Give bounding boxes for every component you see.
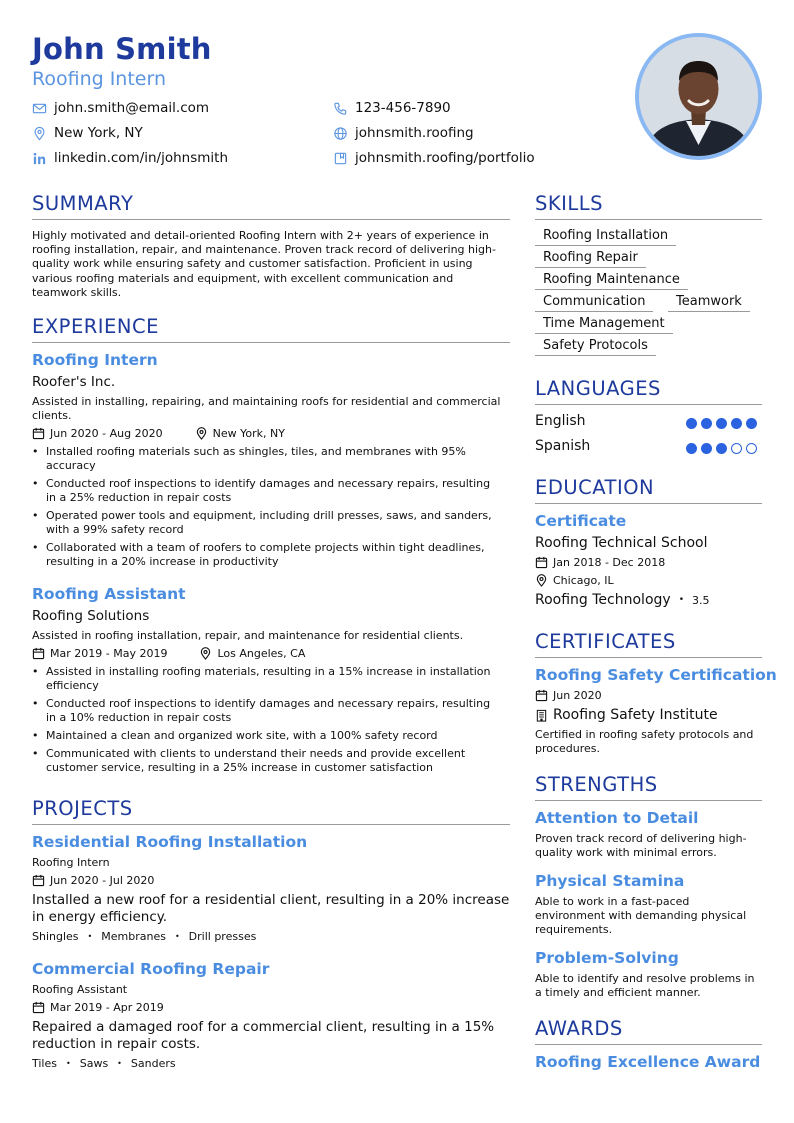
strength-text: Able to work in a fast-paced environment with demanding physical requirements.	[535, 895, 747, 936]
language-level-english	[686, 418, 757, 429]
languages-divider	[535, 404, 762, 405]
education-degree: Certificate	[535, 512, 627, 530]
summary-divider	[32, 219, 510, 220]
job-bullet: • Installed roofing materials such as shingles, tiles, and membranes with 95% accuracy	[32, 445, 502, 473]
job-bullet: • Conducted roof inspections to identify damages and necessary repairs, resulting in a 25% reduction in repair costs	[32, 477, 502, 505]
certificate-date-row	[535, 689, 602, 702]
job-description: Assisted in installing, repairing, and maintaining roofs for residential and commercial clients.	[32, 395, 501, 422]
education-divider	[535, 503, 762, 504]
project-meta	[32, 874, 154, 887]
language-name: Spanish	[535, 438, 591, 454]
email-icon	[32, 101, 47, 116]
job-bullet: • Conducted roof inspections to identify damages and necessary repairs, resulting in a 10% reduction in repair costs	[32, 697, 502, 725]
level-dot-filled	[701, 418, 712, 429]
level-dot-filled	[701, 443, 712, 454]
location-icon	[32, 126, 47, 141]
calendar-icon	[535, 689, 548, 702]
education-field: Roofing Technology	[535, 592, 671, 608]
job-meta	[32, 647, 305, 660]
candidate-role: Roofing Intern	[32, 68, 167, 90]
project-title: Commercial Roofing Repair	[32, 960, 270, 978]
awards-divider	[535, 1044, 762, 1045]
education-dates-row	[535, 556, 665, 569]
education-school: Roofing Technical School	[535, 535, 708, 551]
project-tag: Sanders	[130, 1057, 176, 1070]
project-dates: Jun 2020 - Jul 2020	[50, 874, 155, 887]
skill-tag: Communication	[535, 294, 653, 312]
certificate-issuer-row	[535, 707, 718, 723]
project-tags: Shingles • Membranes • Drill presses	[32, 930, 257, 943]
project-dates: Mar 2019 - Apr 2019	[50, 1001, 164, 1014]
skill-tag: Safety Protocols	[535, 338, 656, 356]
education-location-row	[535, 574, 614, 587]
level-dot-filled	[686, 418, 697, 429]
contact-portfolio[interactable]	[333, 150, 535, 166]
contact-location-text: New York, NY	[54, 125, 143, 141]
project-title: Residential Roofing Installation	[32, 833, 308, 851]
languages-heading: LANGUAGES	[535, 377, 661, 400]
contact-website-text: johnsmith.roofing	[355, 125, 474, 141]
education-location: Chicago, IL	[553, 574, 614, 587]
job-bullets	[32, 445, 502, 573]
job-description: Assisted in roofing installation, repair, and maintenance for residential clients.	[32, 629, 464, 642]
job-bullet: • Assisted in installing roofing materials, resulting in a 15% increase in installation efficiency	[32, 665, 502, 693]
candidate-name: John Smith	[32, 32, 212, 66]
level-dot-filled	[686, 443, 697, 454]
summary-text: Highly motivated and detail-oriented Roofing Intern with 2+ years of experience in roofing installation, repair, and maintenance. Proven track record of delivering high-quality work while ensuring safety and customer satisfaction. Proficient in using various roofing materials and equipment, with excellent communication and teamwork skills.	[32, 229, 496, 299]
job-bullets	[32, 665, 502, 779]
globe-icon	[333, 126, 348, 141]
awards-heading: AWARDS	[535, 1017, 623, 1040]
contact-linkedin[interactable]	[32, 150, 228, 166]
award-name: Roofing Excellence Award	[535, 1053, 761, 1071]
summary-heading: SUMMARY	[32, 192, 134, 215]
institution-icon	[535, 709, 548, 722]
linkedin-icon	[32, 151, 47, 166]
language-level-spanish	[686, 443, 757, 454]
strengths-divider	[535, 800, 762, 801]
skills-divider	[535, 219, 762, 220]
job-bullet: • Collaborated with a team of roofers to complete projects within tight deadlines, resulting in a 20% increase in productivity	[32, 541, 502, 569]
job-title: Roofing Intern	[32, 351, 158, 369]
contact-email[interactable]	[32, 100, 209, 116]
contact-email-text: john.smith@email.com	[54, 100, 210, 116]
location-pin-icon	[535, 574, 548, 587]
strength-text: Proven track record of delivering high-quality work with minimal errors.	[535, 832, 747, 859]
contact-linkedin-text: linkedin.com/in/johnsmith	[54, 150, 229, 166]
education-dates: Jan 2018 - Dec 2018	[553, 556, 666, 569]
job-bullet: • Maintained a clean and organized work site, with a 100% safety record	[32, 729, 502, 743]
project-tag: Saws	[79, 1057, 109, 1070]
contact-location	[32, 125, 143, 141]
language-name: English	[535, 413, 586, 429]
certificate-name: Roofing Safety Certification	[535, 666, 777, 684]
education-gpa: 3.5	[692, 593, 710, 607]
project-tag: Drill presses	[188, 930, 257, 943]
job-location: Los Angeles, CA	[217, 647, 306, 660]
location-pin-icon	[195, 427, 208, 440]
strength-text: Able to identify and resolve problems in a timely and efficient manner.	[535, 972, 755, 999]
certificate-description: Certified in roofing safety protocols and procedures.	[535, 728, 754, 755]
skill-tag: Roofing Maintenance	[535, 272, 688, 290]
certificates-divider	[535, 657, 762, 658]
skill-tag: Teamwork	[668, 294, 750, 312]
job-company: Roofing Solutions	[32, 608, 150, 624]
strength-title: Problem-Solving	[535, 949, 679, 967]
certificates-heading: CERTIFICATES	[535, 630, 676, 653]
contact-website[interactable]	[333, 125, 474, 141]
project-description: Repaired a damaged roof for a commercial client, resulting in a 15% reduction in repair costs.	[32, 1019, 495, 1052]
separator-dot: •	[678, 595, 684, 605]
project-meta	[32, 1001, 164, 1014]
profile-photo	[635, 33, 762, 160]
skill-tag: Time Management	[535, 316, 673, 334]
experience-heading: EXPERIENCE	[32, 315, 159, 338]
job-dates: Jun 2020 - Aug 2020	[50, 427, 163, 440]
level-dot-filled	[716, 418, 727, 429]
skill-tag: Roofing Installation	[535, 228, 676, 246]
calendar-icon	[535, 556, 548, 569]
job-bullet: • Operated power tools and equipment, including drill presses, saws, and sanders, with a 99% safety record	[32, 509, 502, 537]
level-dot-empty	[746, 443, 757, 454]
project-role: Roofing Assistant	[32, 983, 128, 996]
level-dot-filled	[746, 418, 757, 429]
projects-divider	[32, 824, 510, 825]
education-heading: EDUCATION	[535, 476, 655, 499]
skill-tag: Roofing Repair	[535, 250, 646, 268]
phone-icon	[333, 101, 348, 116]
certificate-issuer: Roofing Safety Institute	[553, 707, 718, 723]
strength-title: Attention to Detail	[535, 809, 699, 827]
job-company: Roofer's Inc.	[32, 374, 116, 390]
portfolio-icon	[333, 151, 348, 166]
calendar-icon	[32, 1001, 45, 1014]
job-meta	[32, 427, 285, 440]
job-bullet: • Communicated with clients to understand their needs and provide excellent customer service, resulting in a 25% increase in customer satisfaction	[32, 747, 502, 775]
contact-phone-text: 123-456-7890	[355, 100, 451, 116]
calendar-icon	[32, 874, 45, 887]
job-title: Roofing Assistant	[32, 585, 186, 603]
certificate-date: Jun 2020	[553, 689, 602, 702]
experience-divider	[32, 342, 510, 343]
job-dates: Mar 2019 - May 2019	[50, 647, 168, 660]
calendar-icon	[32, 427, 45, 440]
project-description: Installed a new roof for a residential client, resulting in a 20% increase in energy efficiency.	[32, 892, 510, 925]
calendar-icon	[32, 647, 45, 660]
project-tag: Shingles	[32, 930, 79, 943]
education-field-row	[535, 592, 710, 608]
skills-heading: SKILLS	[535, 192, 604, 215]
project-tag: Membranes	[101, 930, 166, 943]
contact-phone[interactable]	[333, 100, 451, 116]
level-dot-filled	[731, 418, 742, 429]
level-dot-filled	[716, 443, 727, 454]
strength-title: Physical Stamina	[535, 872, 685, 890]
contact-portfolio-text: johnsmith.roofing/portfolio	[355, 150, 535, 166]
job-location: New York, NY	[212, 427, 285, 440]
projects-heading: PROJECTS	[32, 797, 133, 820]
location-pin-icon	[199, 647, 212, 660]
strengths-heading: STRENGTHS	[535, 773, 658, 796]
level-dot-empty	[731, 443, 742, 454]
project-role: Roofing Intern	[32, 856, 110, 869]
project-tag: Tiles	[32, 1057, 57, 1070]
project-tags: Tiles • Saws • Sanders	[32, 1057, 176, 1070]
